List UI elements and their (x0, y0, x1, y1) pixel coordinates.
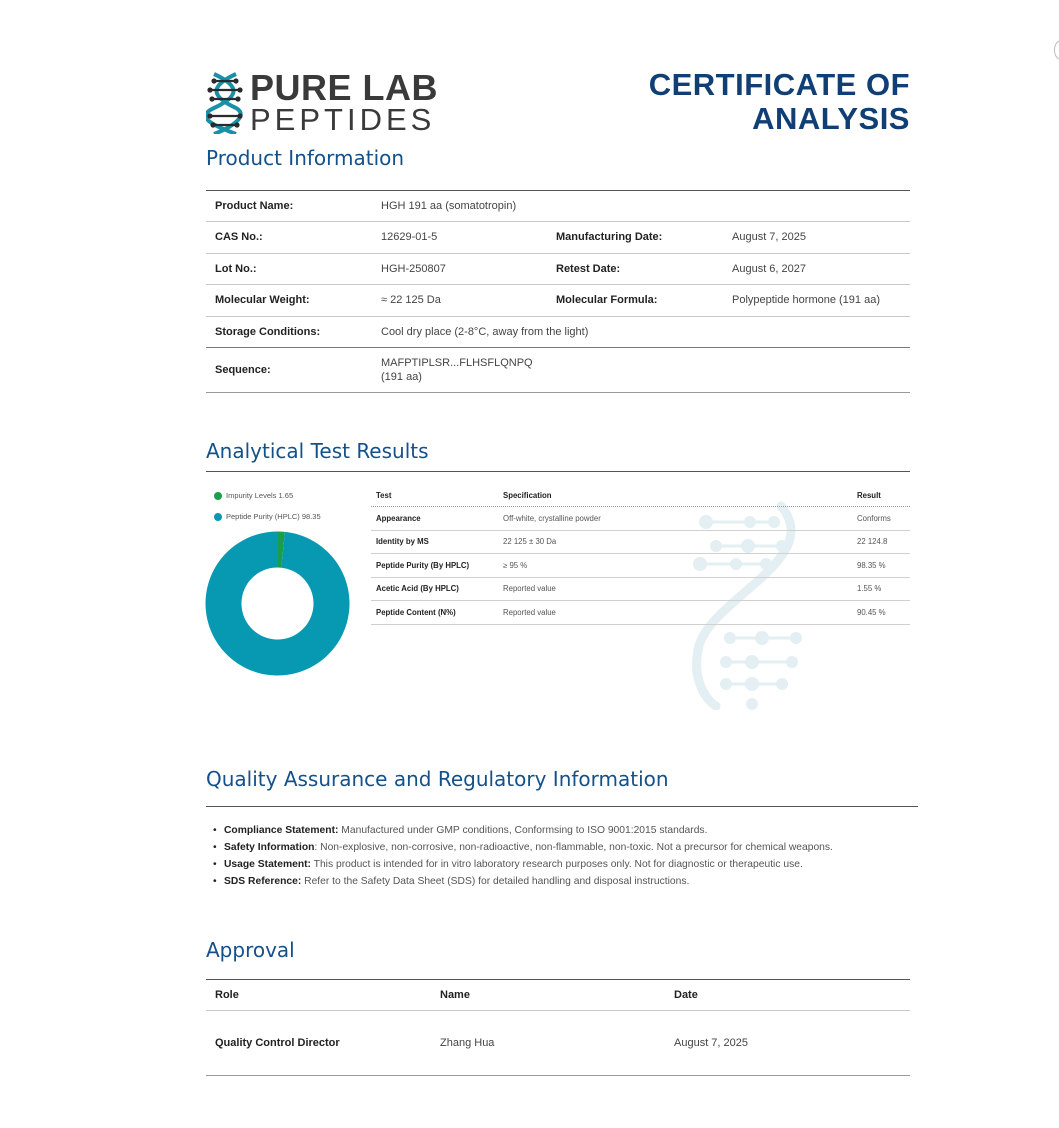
legend-label: Peptide Purity (HPLC) 98.35 (226, 512, 321, 521)
brand-name-line2: PEPTIDES (250, 102, 436, 137)
table-row (371, 578, 910, 602)
qa-item-text: : Non-explosive, non-corrosive, non-radioactive, non-flammable, non-toxic. Not a precursor for chemical weapons. (314, 842, 833, 853)
info-row-storage (206, 317, 910, 349)
column-header-date: Date (674, 989, 698, 1001)
qa-item-label: Safety Information (224, 842, 315, 853)
test-table-header (371, 485, 910, 507)
test-result: 1.55 % (857, 584, 882, 594)
document-title-line2: ANALYSIS (752, 101, 910, 136)
info-value: August 6, 2027 (732, 262, 807, 275)
legend-label: Impurity Levels 1.65 (226, 491, 294, 500)
test-spec: Off-white, crystalline powder (503, 513, 601, 523)
info-label: Lot No.: (215, 262, 257, 275)
product-info-table (206, 190, 910, 393)
info-label: Sequence: (215, 364, 271, 376)
info-row-lot (206, 254, 910, 286)
info-value (381, 356, 908, 384)
donut-slice-purity (206, 532, 350, 676)
qa-item-label: Compliance Statement: (224, 825, 339, 836)
test-spec: ≥ 95 % (503, 560, 528, 570)
info-label: Molecular Weight: (215, 294, 310, 307)
legend-item-purity (214, 511, 321, 522)
column-header-spec: Specification (503, 491, 552, 500)
product-info-heading: Product Information (206, 146, 405, 170)
info-value: 12629-01-5 (381, 231, 438, 244)
info-value: August 7, 2025 (732, 231, 807, 244)
test-name: Identity by MS (376, 537, 429, 547)
info-label: Manufacturing Date: (556, 231, 663, 244)
legend-item-impurity (214, 490, 321, 501)
test-spec: 22 125 ± 30 Da (503, 537, 557, 547)
test-result: 90.45 % (857, 607, 886, 617)
test-name: Peptide Content (N%) (376, 607, 456, 617)
info-label: Product Name: (215, 200, 294, 212)
test-name: Acetic Acid (By HPLC) (376, 584, 459, 594)
table-row (371, 531, 910, 555)
qa-item-text: This product is intended for in vitro laboratory research purposes only. Not for diagnostic or therapeutic use. (310, 859, 803, 870)
info-value: HGH-250807 (381, 262, 446, 275)
list-item (224, 856, 914, 873)
table-row (206, 1011, 910, 1076)
document-title-line1: CERTIFICATE OF (648, 67, 910, 102)
approval-heading: Approval (206, 938, 295, 962)
column-header-role: Role (215, 989, 239, 1001)
approver-role: Quality Control Director (215, 1037, 340, 1049)
table-row (371, 507, 910, 531)
column-header-test: Test (376, 491, 392, 500)
info-label: Molecular Formula: (556, 294, 658, 307)
chart-legend (214, 490, 321, 532)
info-row-sequence (206, 348, 910, 393)
analytical-heading: Analytical Test Results (206, 439, 429, 463)
table-row (371, 601, 910, 625)
qa-heading: Quality Assurance and Regulatory Information (206, 767, 669, 791)
test-spec: Reported value (503, 607, 556, 617)
qa-list (224, 822, 914, 890)
test-name: Appearance (376, 513, 421, 523)
brand-name-line1: PURE LAB (250, 67, 439, 108)
list-item (224, 822, 914, 839)
approval-header (206, 980, 910, 1011)
test-result: 22 124.8 (857, 537, 888, 547)
approval-date: August 7, 2025 (674, 1037, 749, 1049)
info-row-cas (206, 222, 910, 254)
test-spec: Reported value (503, 584, 556, 594)
purity-donut-chart (205, 531, 350, 676)
qa-item-label: Usage Statement: (224, 859, 311, 870)
approval-table (206, 979, 910, 1076)
test-results-table (371, 485, 910, 625)
test-result: 98.35 % (857, 560, 886, 570)
divider (206, 471, 910, 472)
info-value: HGH 191 aa (somatotropin) (381, 200, 517, 212)
document-title (649, 68, 910, 136)
column-header-name: Name (440, 989, 470, 1001)
info-value: Cool dry place (2-8°C, away from the light) (381, 325, 589, 338)
info-value: Polypeptide hormone (191 aa) (732, 294, 880, 307)
info-row-molecular-weight (206, 285, 910, 317)
info-value: ≈ 22 125 Da (381, 294, 441, 307)
qa-item-text: Manufactured under GMP conditions, Conformsing to ISO 9001:2015 standards. (338, 825, 708, 836)
qa-item-label: SDS Reference: (224, 876, 302, 887)
info-row-product-name (206, 191, 910, 222)
list-item (224, 873, 914, 890)
sequence-text: MAFPTIPLSR...FLHSFLQNPQ (381, 357, 533, 369)
table-row (371, 554, 910, 578)
legend-swatch (214, 513, 222, 521)
info-label: Retest Date: (556, 262, 621, 275)
sequence-length: (191 aa) (381, 371, 422, 383)
column-header-result: Result (857, 491, 881, 500)
test-result: Conforms (857, 513, 891, 523)
list-item (224, 839, 914, 856)
page-edge-mark (1054, 40, 1059, 60)
test-name: Peptide Purity (By HPLC) (376, 560, 470, 570)
legend-swatch (214, 492, 222, 500)
info-label: Storage Conditions: (215, 325, 321, 338)
approver-name: Zhang Hua (440, 1037, 495, 1049)
dna-logo-icon (206, 72, 246, 134)
divider (206, 806, 918, 807)
qa-item-text: Refer to the Safety Data Sheet (SDS) for detailed handling and disposal instructions. (301, 876, 690, 887)
brand-logo (206, 67, 446, 137)
info-label: CAS No.: (215, 231, 263, 244)
